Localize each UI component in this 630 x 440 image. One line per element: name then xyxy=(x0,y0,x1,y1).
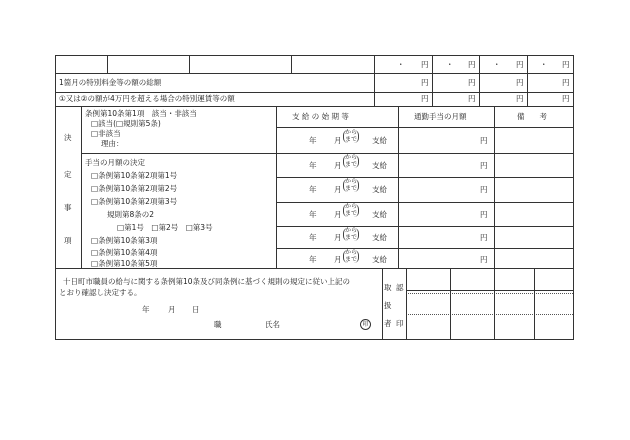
from-label: から xyxy=(345,154,358,161)
yen-unit: 円 xyxy=(421,94,429,103)
side-label-char: 定 xyxy=(64,170,72,179)
confirmer-char: 者 xyxy=(384,319,392,328)
pay-label: 支給 xyxy=(372,210,387,219)
option-checkbox[interactable]: □条例第10条第2項第3号 xyxy=(91,197,178,206)
yen-unit: 円 xyxy=(480,185,488,194)
col-divider xyxy=(276,106,277,268)
yen-unit: 円 xyxy=(516,78,524,87)
col-divider xyxy=(494,106,495,268)
yen-unit: 円 xyxy=(480,233,488,242)
row-divider xyxy=(276,127,573,128)
yen-unit: 円 xyxy=(480,136,488,145)
yen-unit: 円 xyxy=(480,210,488,219)
dotted-divider xyxy=(406,293,573,294)
from-until-brace xyxy=(343,250,359,263)
applicable-checkbox[interactable]: □該当(□規則第5条) xyxy=(91,119,161,128)
from-until-brace xyxy=(343,155,359,168)
seal-char: 印 xyxy=(396,319,404,328)
col-divider xyxy=(494,268,495,339)
col-divider xyxy=(189,56,190,73)
until-label: まで xyxy=(345,160,358,168)
month-label: 月 xyxy=(334,233,342,242)
col-divider xyxy=(382,268,383,339)
row-divider xyxy=(276,177,573,178)
seal-mark: 印 xyxy=(360,319,371,330)
col-divider xyxy=(374,56,375,106)
yen-unit: 円 xyxy=(468,94,476,103)
year-label: 年 xyxy=(309,255,317,264)
side-label-char: 事 xyxy=(64,203,72,212)
yen-unit: 円 xyxy=(421,60,429,69)
decimal-dot: ・ xyxy=(397,60,405,69)
col-divider xyxy=(291,56,292,73)
confirmer-char: 取 xyxy=(384,283,392,292)
col-divider xyxy=(81,106,82,268)
pay-label: 支給 xyxy=(372,161,387,170)
yen-unit: 円 xyxy=(516,60,524,69)
monthly-total-label: 1箇月の特別料金等の額の総額 xyxy=(59,78,162,87)
col-divider xyxy=(479,56,480,106)
not-applicable-checkbox[interactable]: □非該当 xyxy=(91,129,121,138)
option-checkbox[interactable]: □条例第10条第4項 xyxy=(91,248,158,257)
month-label: 月 xyxy=(334,185,342,194)
from-until-brace xyxy=(343,130,359,143)
col-divider xyxy=(432,56,433,106)
until-label: まで xyxy=(345,209,358,217)
until-label: まで xyxy=(345,184,358,192)
cert-month-label: 月 xyxy=(168,305,176,314)
row-divider xyxy=(276,153,573,154)
confirm-char: 認 xyxy=(396,283,404,292)
from-label: から xyxy=(345,178,358,185)
row-divider xyxy=(56,106,573,107)
row-divider xyxy=(276,226,573,227)
yen-unit: 円 xyxy=(468,60,476,69)
from-until-brace xyxy=(343,228,359,241)
pay-label: 支給 xyxy=(372,233,387,242)
col-divider xyxy=(406,268,407,339)
row-divider xyxy=(56,92,573,93)
sub-option-checkboxes[interactable]: □第1号 □第2号 □第3号 xyxy=(117,223,213,232)
option-checkbox[interactable]: □条例第10条第2項第2号 xyxy=(91,184,178,193)
row-divider xyxy=(406,290,573,291)
confirmer-char: 扱 xyxy=(384,301,392,310)
year-label: 年 xyxy=(309,233,317,242)
side-label-char: 項 xyxy=(64,236,72,245)
from-label: から xyxy=(345,249,358,256)
monthly-amount-header: 通勤手当の月額 xyxy=(414,112,467,121)
from-label: から xyxy=(345,203,358,210)
until-label: まで xyxy=(345,135,358,143)
yen-unit: 円 xyxy=(468,78,476,87)
yen-unit: 円 xyxy=(480,255,488,264)
decimal-dot: ・ xyxy=(540,60,548,69)
decimal-dot: ・ xyxy=(493,60,501,69)
month-label: 月 xyxy=(334,255,342,264)
side-label-char: 決 xyxy=(64,133,72,142)
month-label: 月 xyxy=(334,161,342,170)
commute-allowance-form xyxy=(55,55,574,340)
until-label: まで xyxy=(345,255,358,263)
start-date-header: 支 給 の 始 期 等 xyxy=(292,112,349,121)
col-divider xyxy=(107,56,108,73)
option-checkbox[interactable]: □条例第10条第3項 xyxy=(91,236,158,245)
from-until-brace xyxy=(343,204,359,217)
certification-text: 十日町市職員の給与に関する条例第10条及び同条例に基づく規則の規定に従い上記の xyxy=(63,277,351,286)
decimal-dot: ・ xyxy=(446,60,454,69)
clause-title: 条例第10条第1項 該当・非該当 xyxy=(85,109,197,118)
excess-amount-label: ①又は②の額が4万円を超える場合の特別運賃等の額 xyxy=(59,94,235,103)
option-checkbox[interactable]: □条例第10条第2項第1号 xyxy=(91,171,178,180)
pay-label: 支給 xyxy=(372,255,387,264)
yen-unit: 円 xyxy=(562,78,570,87)
month-label: 月 xyxy=(334,136,342,145)
until-label: まで xyxy=(345,233,358,241)
dotted-divider xyxy=(406,314,573,315)
col-divider xyxy=(398,106,399,268)
yen-unit: 円 xyxy=(562,60,570,69)
row-divider xyxy=(81,153,276,154)
certification-text: とおり確認し決定する。 xyxy=(59,288,142,297)
name-label: 氏名 xyxy=(265,320,280,329)
yen-unit: 円 xyxy=(421,78,429,87)
cert-year-label: 年 xyxy=(142,305,150,314)
month-label: 月 xyxy=(334,210,342,219)
cert-day-label: 日 xyxy=(192,305,200,314)
row-divider xyxy=(276,202,573,203)
remarks-header: 備 考 xyxy=(517,112,547,121)
from-until-brace xyxy=(343,179,359,192)
yen-unit: 円 xyxy=(480,161,488,170)
yen-unit: 円 xyxy=(516,94,524,103)
reason-label: 理由： xyxy=(101,139,124,148)
row-divider xyxy=(276,248,573,249)
from-label: から xyxy=(345,129,358,136)
col-divider xyxy=(450,268,451,339)
col-divider xyxy=(534,268,535,339)
option-checkbox[interactable]: □条例第10条第5項 xyxy=(91,259,158,268)
year-label: 年 xyxy=(309,161,317,170)
year-label: 年 xyxy=(309,136,317,145)
yen-unit: 円 xyxy=(562,94,570,103)
monthly-decision-title: 手当の月額の決定 xyxy=(85,158,145,167)
row-divider xyxy=(56,73,573,74)
year-label: 年 xyxy=(309,185,317,194)
from-label: から xyxy=(345,227,358,234)
post-label: 職 xyxy=(214,320,222,329)
pay-label: 支給 xyxy=(372,136,387,145)
row-divider xyxy=(56,268,573,269)
col-divider xyxy=(527,56,528,106)
year-label: 年 xyxy=(309,210,317,219)
rule-label: 規則第8条の2 xyxy=(107,210,155,219)
pay-label: 支給 xyxy=(372,185,387,194)
